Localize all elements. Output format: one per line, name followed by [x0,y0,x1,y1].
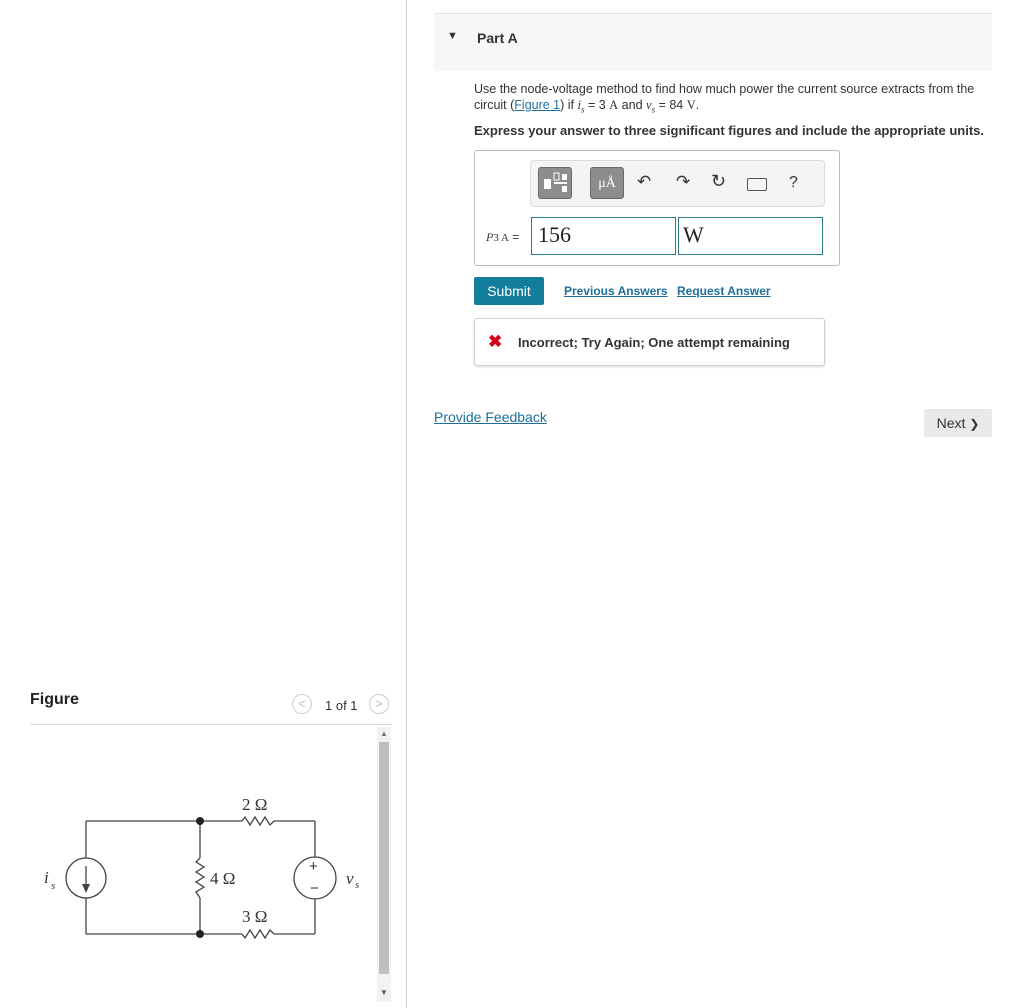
next-button[interactable] [924,409,992,437]
part-title: Part A [477,30,518,46]
chevron-right-icon: ❯ [969,417,980,431]
circuit-diagram [30,780,370,950]
node-top [196,817,204,825]
column-divider [406,0,407,1008]
figure-prev-button[interactable] [292,694,312,714]
units-button[interactable]: μÅ [590,167,624,199]
scroll-up-icon[interactable]: ▲ [380,729,388,738]
label-3ohm: 3 Ω [242,907,268,926]
current-arrow-head [82,884,90,893]
templates-button[interactable] [538,167,572,199]
label-plus: + [309,858,318,875]
answer-value-input[interactable]: 156 [531,217,676,255]
caret-down-icon[interactable]: ▼ [447,30,458,42]
chevron-right-icon: > [375,696,383,711]
scroll-down-icon[interactable]: ▼ [380,988,388,997]
feedback-message: Incorrect; Try Again; One attempt remaining [518,335,790,350]
label-vs: v [346,869,354,888]
resistor-4ohm [196,858,204,898]
figure-link[interactable]: Figure 1 [514,98,561,112]
reset-icon[interactable]: ↻ [711,171,727,191]
figure-divider [30,724,392,725]
provide-feedback-link[interactable]: Provide Feedback [434,409,547,425]
request-answer-link[interactable]: Request Answer [677,284,771,298]
node-bottom [196,930,204,938]
label-vs-sub: s [355,879,360,891]
label-is-sub: s [51,880,56,892]
answer-variable-label: P3 A = [486,230,520,244]
submit-button[interactable]: Submit [474,277,544,305]
figure-counter: 1 of 1 [325,698,358,713]
label-2ohm: 2 Ω [242,795,268,814]
label-is: i [44,868,49,887]
figure-title: Figure [30,691,79,708]
previous-answers-link[interactable]: Previous Answers [564,284,668,298]
chevron-left-icon: < [298,696,306,711]
undo-icon[interactable]: ↶ [637,172,652,191]
keyboard-icon[interactable] [747,178,767,191]
next-label: Next [936,415,966,431]
instruction-text: Express your answer to three significant figures and include the appropriate units. [474,123,984,138]
label-minus: − [310,880,319,897]
figure-next-button[interactable] [369,694,389,714]
label-4ohm: 4 Ω [210,869,236,888]
question-text: Use the node-voltage method to find how much power the current source extracts from the circuit (Figure 1) if $i_s = 3$ A and $v_s = 84$ V. [474,82,975,115]
redo-icon[interactable]: ↷ [676,172,691,191]
templates-icon [539,168,571,198]
resistor-3ohm [242,930,274,938]
figure-scrollbar-thumb[interactable] [379,742,389,974]
error-x-icon: ✖ [488,332,503,351]
answer-units-input[interactable]: W [678,217,823,255]
help-icon[interactable]: ? [789,174,798,191]
resistor-2ohm [242,817,274,825]
